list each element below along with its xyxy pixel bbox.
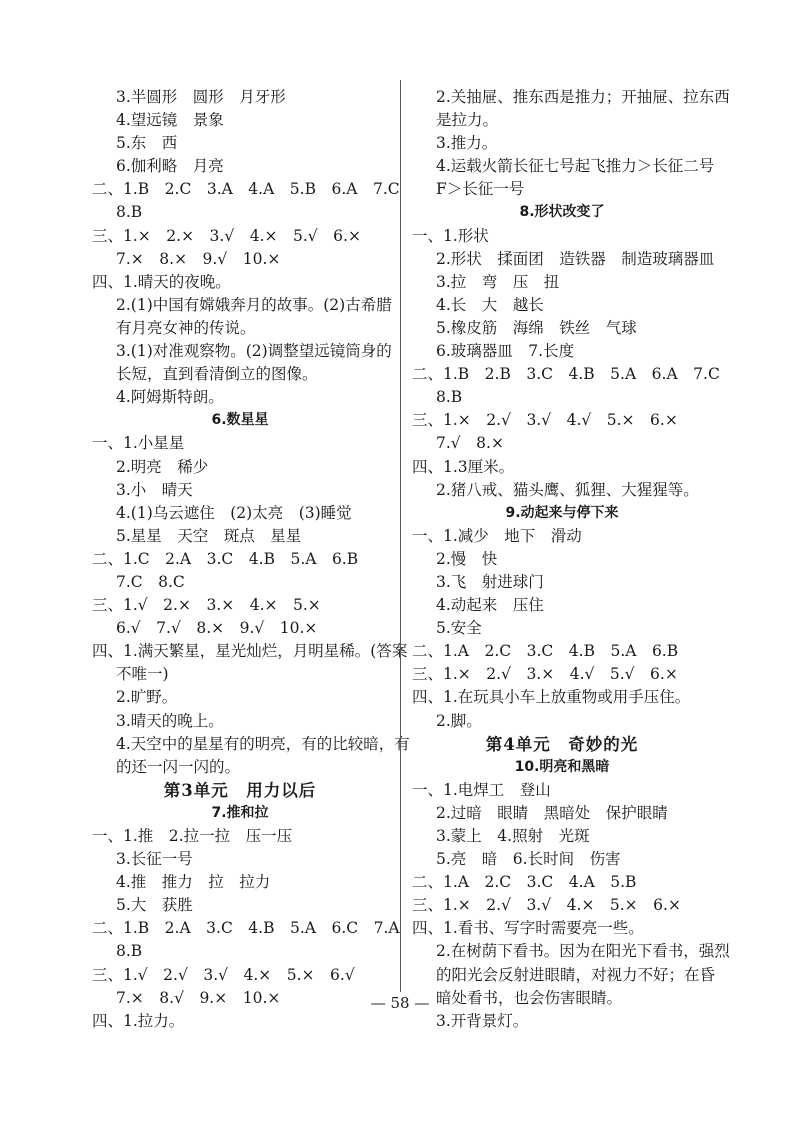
answer-line: 5.橡皮筋 海绵 铁丝 气球	[436, 318, 637, 337]
answer-line: 4.阿姆斯特朗。	[116, 388, 224, 407]
answer-line: 4.长 大 越长	[436, 295, 544, 314]
answer-line: 5.东 西	[116, 134, 178, 153]
answer-line: 3.飞 射进球门	[436, 572, 544, 591]
answer-line: 暗处看书，也会伤害眼睛。	[436, 988, 623, 1007]
answer-line: 8.B	[436, 388, 463, 407]
answer-line: 三、1.× 2.√ 3.× 4.√ 5.√ 6.×	[412, 665, 678, 684]
answer-line: 7.× 8.√ 9.× 10.×	[116, 988, 281, 1007]
answer-line: 3.推力。	[436, 134, 498, 153]
answer-line: 3.小 晴天	[116, 480, 193, 499]
answer-line: 四、1.看书、写字时需要亮一些。	[412, 919, 644, 938]
answer-line: 3.半圆形 圆形 月牙形	[116, 88, 286, 106]
answer-line: 2.(1)中国有嫦娥奔月的故事。(2)古希腊	[116, 295, 392, 314]
column-divider	[400, 80, 401, 992]
answer-line: 一、1.减少 地下 滑动	[412, 526, 582, 545]
answer-line: 四、1.在玩具小车上放重物或用手压住。	[412, 688, 691, 707]
answer-line: 二、1.A 2.C 3.C 4.A 5.B	[412, 873, 637, 892]
answer-line: 三、1.√ 2.√ 3.√ 4.× 5.× 6.√	[92, 965, 355, 984]
section-heading: 9.动起来与停下来	[505, 504, 619, 521]
answer-line: 三、1.√ 2.× 3.× 4.× 5.×	[92, 596, 321, 615]
right-column	[412, 86, 730, 1033]
answer-line: 二、1.B 2.B 3.C 4.B 5.A 6.A 7.C	[412, 365, 720, 384]
answer-line: 2.慢 快	[436, 549, 498, 568]
answer-line: 四、1.3厘米。	[412, 457, 515, 476]
section-heading: 8.形状改变了	[519, 204, 605, 221]
answer-line: 三、1.× 2.√ 3.√ 4.√ 5.× 6.×	[412, 411, 678, 430]
answer-line: 7.√ 8.×	[436, 434, 504, 453]
answer-line: 2.旷野。	[116, 688, 178, 707]
answer-line: 3.(1)对准观察物。(2)调整望远镜筒身的	[116, 342, 392, 361]
answer-line: 2.形状 揉面团 造铁器 制造玻璃器皿	[436, 249, 715, 268]
answer-line: 7.× 8.× 9.√ 10.×	[116, 249, 281, 268]
answer-line: 不唯一)	[116, 665, 169, 684]
answer-line: 7.C 8.C	[116, 572, 185, 591]
answer-line: 3.拉 弯 压 扭	[436, 272, 560, 291]
answer-line: 2.脚。	[436, 711, 482, 730]
answer-line: 四、1.拉力。	[92, 1011, 185, 1030]
answer-line: 二、1.B 2.C 3.A 4.A 5.B 6.A 7.C	[92, 180, 400, 199]
answer-line: 2.关抽屉、推东西是推力；开抽屉、拉东西	[436, 88, 730, 106]
answer-line: 4.天空中的星星有的明亮，有的比较暗，有	[116, 734, 410, 753]
answer-line: 4.(1)乌云遮住 (2)太亮 (3)睡觉	[116, 503, 352, 522]
answer-line: 一、1.小星星	[92, 434, 185, 453]
answer-line: 的阳光会反射进眼睛，对视力不好；在昏	[436, 965, 716, 984]
answer-line: 有月亮女神的传说。	[116, 318, 256, 337]
section-heading: 6.数星星	[211, 412, 269, 429]
answer-line: 8.B	[116, 942, 143, 961]
answer-line: F＞长征一号	[436, 180, 525, 199]
answer-line: 三、1.× 2.√ 3.√ 4.× 5.× 6.×	[412, 896, 681, 915]
answer-line: 长短，直到看清倒立的图像。	[116, 365, 318, 384]
answer-line: 三、1.× 2.× 3.√ 4.× 5.√ 6.×	[92, 226, 361, 245]
answer-line: 3.蒙上 4.照射 光斑	[436, 827, 590, 845]
answer-line: 5.大 获胜	[116, 896, 193, 915]
answer-line: 一、1.推 2.拉一拉 压一压	[92, 827, 293, 845]
answer-line: 一、1.电焊工 登山	[412, 780, 551, 799]
answer-line: 3.晴天的晚上。	[116, 711, 224, 730]
answer-line: 4.动起来 压住	[436, 596, 544, 615]
answer-line: 8.B	[116, 203, 143, 222]
page-number: — 58 —	[370, 994, 430, 1012]
answer-line: 5.星星 天空 斑点 星星	[116, 526, 302, 545]
answer-line: 4.望远镜 景象	[116, 111, 224, 130]
answer-line: 2.明亮 稀少	[116, 457, 209, 476]
unit-heading: 第3单元 用力以后	[163, 780, 317, 800]
answer-line: 6.玻璃器皿 7.长度	[436, 342, 575, 361]
answer-line: 四、1.晴天的夜晚。	[92, 272, 231, 291]
answer-line: 2.在树荫下看书。因为在阳光下看书，强烈	[436, 942, 730, 961]
answer-line: 2.猪八戒、猫头鹰、狐狸、大猩猩等。	[436, 480, 699, 499]
answer-line: 3.开背景灯。	[436, 1011, 529, 1030]
answer-line: 5.亮 暗 6.长时间 伤害	[436, 850, 621, 869]
answer-line: 2.过暗 眼睛 黑暗处 保护眼睛	[436, 803, 668, 822]
answer-line: 的还一闪一闪的。	[116, 757, 241, 776]
answer-line: 3.长征一号	[116, 850, 193, 869]
unit-heading: 第4单元 奇妙的光	[485, 734, 639, 754]
answer-line: 二、1.B 2.A 3.C 4.B 5.A 6.C 7.A	[92, 919, 400, 938]
answer-line: 二、1.A 2.C 3.C 4.B 5.A 6.B	[412, 642, 679, 661]
answer-line: 5.安全	[436, 619, 482, 638]
answer-line: 二、1.C 2.A 3.C 4.B 5.A 6.B	[92, 549, 359, 568]
answer-line: 四、1.满天繁星，星光灿烂，月明星稀。(答案	[92, 642, 408, 661]
answer-line: 4.运载火箭长征七号起飞推力＞长征二号	[436, 157, 715, 176]
section-heading: 10.明亮和黑暗	[514, 758, 610, 775]
section-heading: 7.推和拉	[211, 804, 269, 821]
answer-line: 6.√ 7.√ 8.× 9.√ 10.×	[116, 619, 318, 638]
answer-line: 是拉力。	[436, 111, 499, 130]
answer-line: 一、1.形状	[412, 226, 489, 245]
answer-line: 6.伽利略 月亮	[116, 157, 224, 176]
answer-line: 4.推 推力 拉 拉力	[116, 873, 271, 892]
